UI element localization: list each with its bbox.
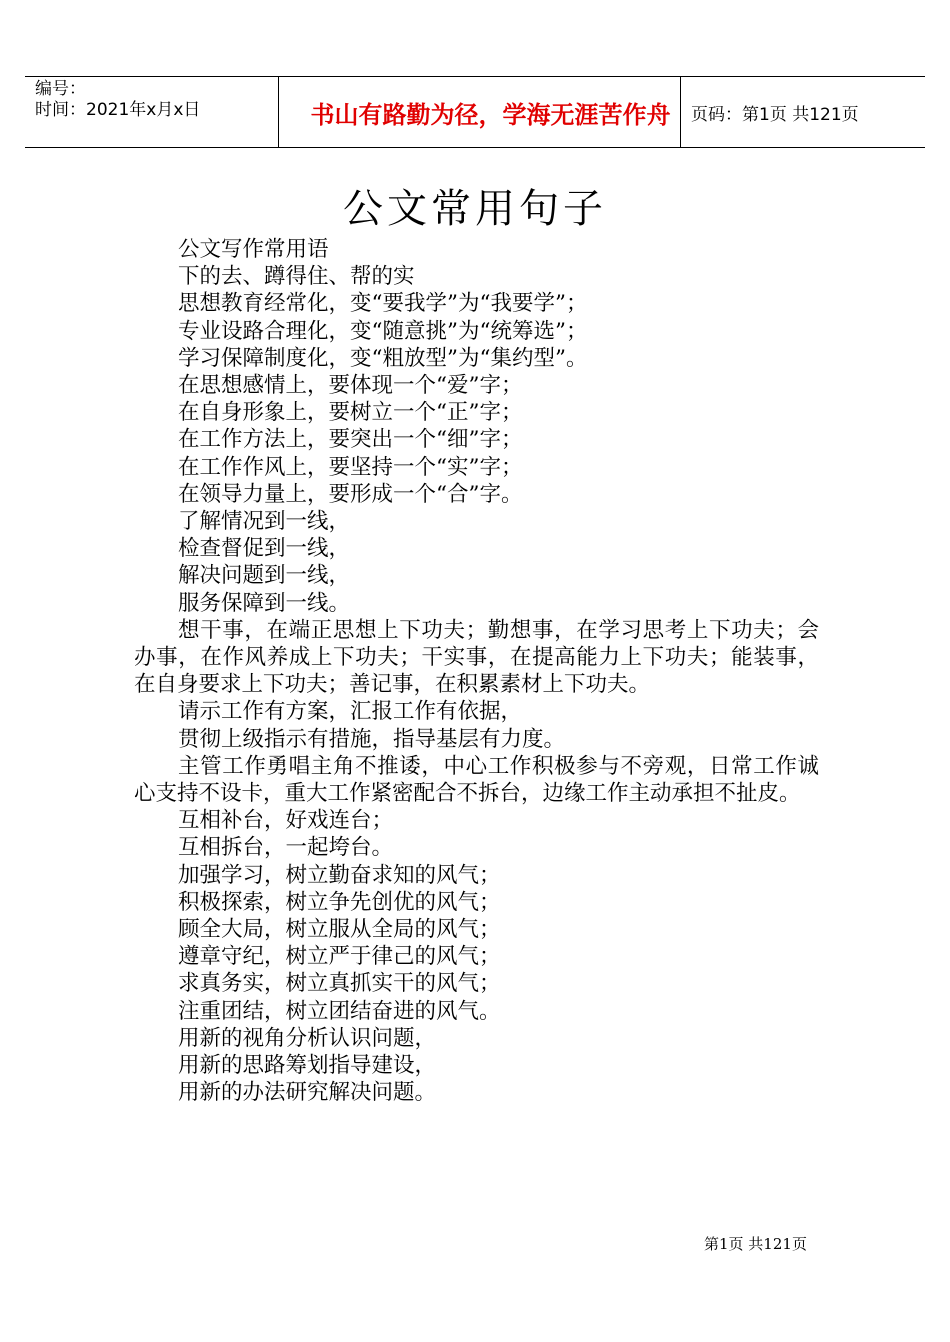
paragraph: 注重团结，树立团结奋进的风气。 [178, 998, 501, 1024]
paragraph: 学习保障制度化，变“粗放型”为“集约型”。 [178, 345, 588, 371]
paragraph: 想干事，在端正思想上下功夫；勤想事，在学习思考上下功夫；会办事，在作风养成上下功夫；干实事，在提高能力上下功夫；能装事，在自身要求上下功夫；善记事，在积累素材上下功夫。 [134, 617, 819, 698]
paragraph: 专业设路合理化，变“随意挑”为“统筹选”； [178, 318, 588, 344]
paragraph: 请示工作有方案，汇报工作有依据， [178, 699, 523, 725]
paragraph: 服务保障到一线。 [178, 590, 351, 616]
paragraph: 互相补台，好戏连台； [178, 808, 394, 834]
paragraph: 用新的思路筹划指导建设， [178, 1053, 437, 1079]
paragraph: 贯彻上级指示有措施，指导基层有力度。 [178, 726, 566, 752]
paragraph: 在领导力量上，要形成一个“合”字。 [178, 481, 523, 507]
page-footer: 第1页 共121页 [704, 1235, 807, 1253]
page-header [25, 76, 925, 148]
paragraph: 遵章守纪，树立严于律己的风气； [178, 944, 501, 970]
paragraph: 在工作方法上，要突出一个“细”字； [178, 427, 523, 453]
header-page-info: 页码：第1页 共121页 [691, 104, 859, 125]
document-title: 公文常用句子 [343, 186, 607, 232]
paragraph: 思想教育经常化，变“要我学”为“我要学”； [178, 291, 588, 317]
paragraph: 顾全大局，树立服从全局的风气； [178, 917, 501, 943]
paragraph: 互相拆台，一起垮台。 [178, 835, 394, 861]
paragraph: 在思想感情上，要体现一个“爱”字； [178, 373, 523, 399]
paragraph: 了解情况到一线， [178, 509, 351, 535]
paragraph: 在自身形象上，要树立一个“正”字； [178, 400, 523, 426]
paragraph: 加强学习，树立勤奋求知的风气； [178, 862, 501, 888]
doc-number-label: 编号： [35, 79, 86, 99]
time-label: 时间：2021年x月x日 [35, 100, 201, 120]
paragraph: 积极探索，树立争先创优的风气； [178, 889, 501, 915]
paragraph: 用新的办法研究解决问题。 [178, 1080, 437, 1106]
paragraph: 下的去、蹲得住、帮的实 [178, 264, 415, 290]
paragraph: 解决问题到一线， [178, 563, 351, 589]
header-motto: 书山有路勤为径，学海无涯苦作舟 [310, 100, 671, 129]
paragraph: 求真务实，树立真抓实干的风气； [178, 971, 501, 997]
document-body [134, 236, 819, 1107]
header-meta [35, 79, 200, 121]
paragraph: 公文写作常用语 [178, 237, 329, 262]
paragraph: 主管工作勇唱主角不推诿，中心工作积极参与不旁观，日常工作诚心支持不设卡，重大工作紧密配合不拆台，边缘工作主动承担不扯皮。 [134, 753, 819, 807]
paragraph: 在工作作风上，要坚持一个“实”字； [178, 454, 523, 480]
paragraph: 用新的视角分析认识问题， [178, 1025, 437, 1051]
paragraph: 检查督促到一线， [178, 536, 351, 562]
